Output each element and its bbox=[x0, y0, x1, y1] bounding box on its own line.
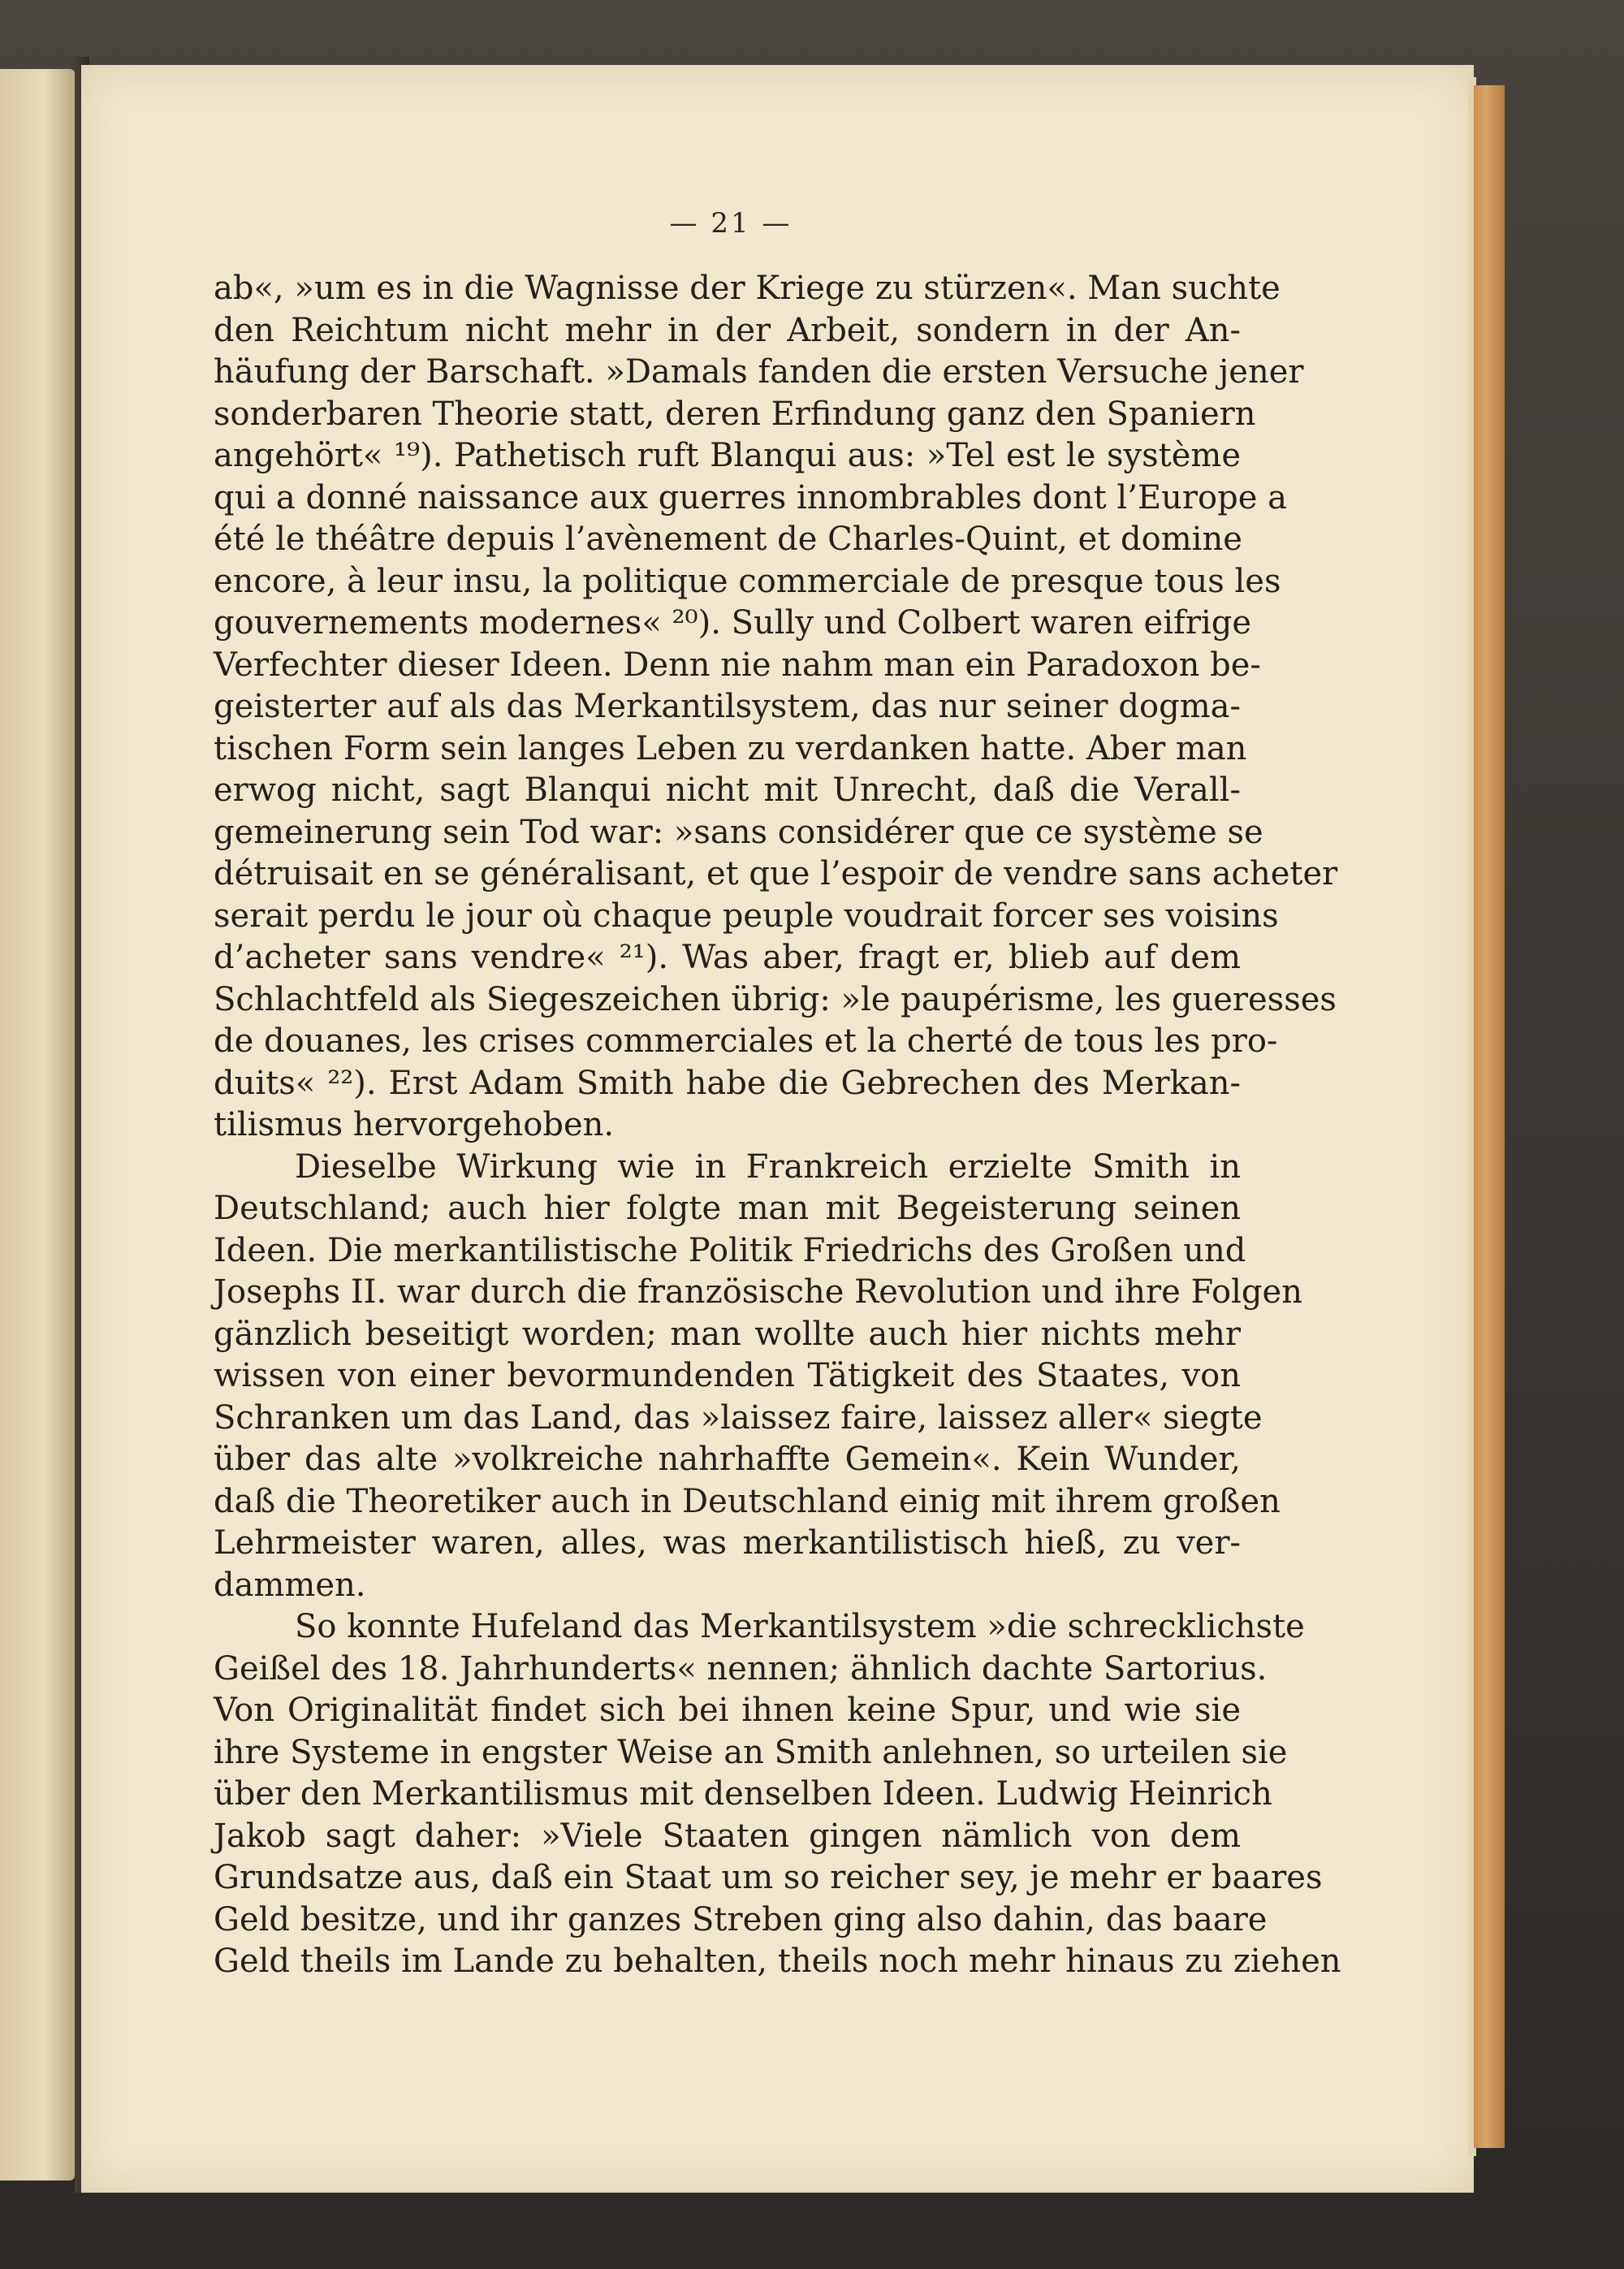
text-line: tischen Form sein langes Leben zu verdanken hatte. Aber man bbox=[214, 729, 1247, 767]
text-line: angehört« ¹⁹). Pathetisch ruft Blanqui aus: »Tel est le système bbox=[214, 437, 1241, 474]
text-line: Verfechter dieser Ideen. Denn nie nahm man ein Paradoxon be- bbox=[214, 646, 1261, 684]
text-line: Geld besitze, und ihr ganzes Streben ging also dahin, das baare bbox=[214, 1900, 1268, 1938]
text-line: über das alte »volkreiche nahrhaffte Gemein«. Kein Wunder, bbox=[214, 1441, 1241, 1478]
text-line: Geißel des 18. Jahrhunderts« nennen; ähnlich dachte Sartorius. bbox=[214, 1649, 1268, 1688]
text-line: Grundsatze aus, daß ein Staat um so reicher sey, je mehr er baares bbox=[214, 1859, 1323, 1896]
text-line: Jakob sagt daher: »Viele Staaten gingen nämlich von dem bbox=[214, 1817, 1241, 1855]
text-line: Josephs II. war durch die französische Revolution und ihre Folgen bbox=[214, 1273, 1302, 1311]
text-line: ihre Systeme in engster Weise an Smith anlehnen, so urteilen sie bbox=[214, 1733, 1288, 1771]
text-line: erwog nicht, sagt Blanqui nicht mit Unrecht, daß die Verall- bbox=[214, 771, 1241, 809]
left-page-edge bbox=[0, 69, 75, 2180]
text-line: Schlachtfeld als Siegeszeichen übrig: »le paupérisme, les gueresses bbox=[214, 980, 1337, 1018]
text-line: Lehrmeister waren, alles, was merkantilistisch hieß, zu ver- bbox=[214, 1524, 1241, 1562]
text-line: geisterter auf als das Merkantilsystem, das nur seiner dogma- bbox=[214, 688, 1241, 725]
text-line: encore, à leur insu, la politique commerciale de presque tous les bbox=[214, 562, 1281, 600]
text-line: Ideen. Die merkantilistische Politik Friedrichs des Großen und bbox=[214, 1231, 1246, 1269]
text-line: wissen von einer bevormundenden Tätigkeit des Staates, von bbox=[214, 1357, 1241, 1394]
text-line: gänzlich beseitigt worden; man wollte auch hier nichts mehr bbox=[214, 1315, 1241, 1353]
text-line: Schranken um das Land, das »laissez faire, laissez aller« siegte bbox=[214, 1398, 1263, 1437]
text-line: So konnte Hufeland das Merkantilsystem »die schrecklichste bbox=[295, 1608, 1305, 1645]
text-line: été le théâtre depuis l’avènement de Charles-Quint, et domine bbox=[214, 521, 1242, 558]
text-line: Von Originalität findet sich bei ihnen keine Spur, und wie sie bbox=[214, 1692, 1241, 1729]
text-line: gouvernements modernes« ²⁰). Sully und Colbert waren eifrige bbox=[214, 604, 1252, 642]
body-text bbox=[214, 268, 1341, 1983]
book-fore-edge bbox=[1474, 85, 1505, 2148]
text-line: Deutschland; auch hier folgte man mit Begeisterung seinen bbox=[214, 1190, 1241, 1227]
text-line: sonderbaren Theorie statt, deren Erfindung ganz den Spaniern bbox=[214, 395, 1256, 433]
page-number: — 21 — bbox=[669, 207, 793, 240]
text-line: Geld theils im Lande zu behalten, theils noch mehr hinaus zu ziehen bbox=[214, 1943, 1341, 1980]
text-line: détruisait en se généralisant, et que l’espoir de vendre sans acheter bbox=[214, 855, 1338, 892]
text-line: gemeinerung sein Tod war: »sans considérer que ce système se bbox=[214, 813, 1263, 851]
text-line: den Reichtum nicht mehr in der Arbeit, sondern in der An- bbox=[214, 311, 1241, 349]
text-line: serait perdu le jour où chaque peuple voudrait forcer ses voisins bbox=[214, 897, 1279, 935]
text-line: duits« ²²). Erst Adam Smith habe die Gebrechen des Merkan- bbox=[214, 1064, 1241, 1102]
text-line: ab«, »um es in die Wagnisse der Kriege zu stürzen«. Man suchte bbox=[214, 270, 1281, 307]
text-line: d’acheter sans vendre« ²¹). Was aber, fragt er, blieb auf dem bbox=[214, 939, 1241, 976]
text-line: de douanes, les crises commerciales et la cherté de tous les pro- bbox=[214, 1022, 1278, 1060]
text-line: qui a donné naissance aux guerres innombrables dont l’Europe a bbox=[214, 478, 1287, 516]
text-line: über den Merkantilismus mit denselben Ideen. Ludwig Heinrich bbox=[214, 1775, 1272, 1813]
text-line: häufung der Barschaft. »Damals fanden die ersten Versuche jener bbox=[214, 353, 1304, 391]
text-line: Dieselbe Wirkung wie in Frankreich erzielte Smith in bbox=[295, 1147, 1241, 1186]
text-line: tilismus hervorgehoben. bbox=[214, 1106, 615, 1143]
text-line: dammen. bbox=[214, 1566, 366, 1604]
text-line: daß die Theoretiker auch in Deutschland einig mit ihrem großen bbox=[214, 1482, 1281, 1520]
